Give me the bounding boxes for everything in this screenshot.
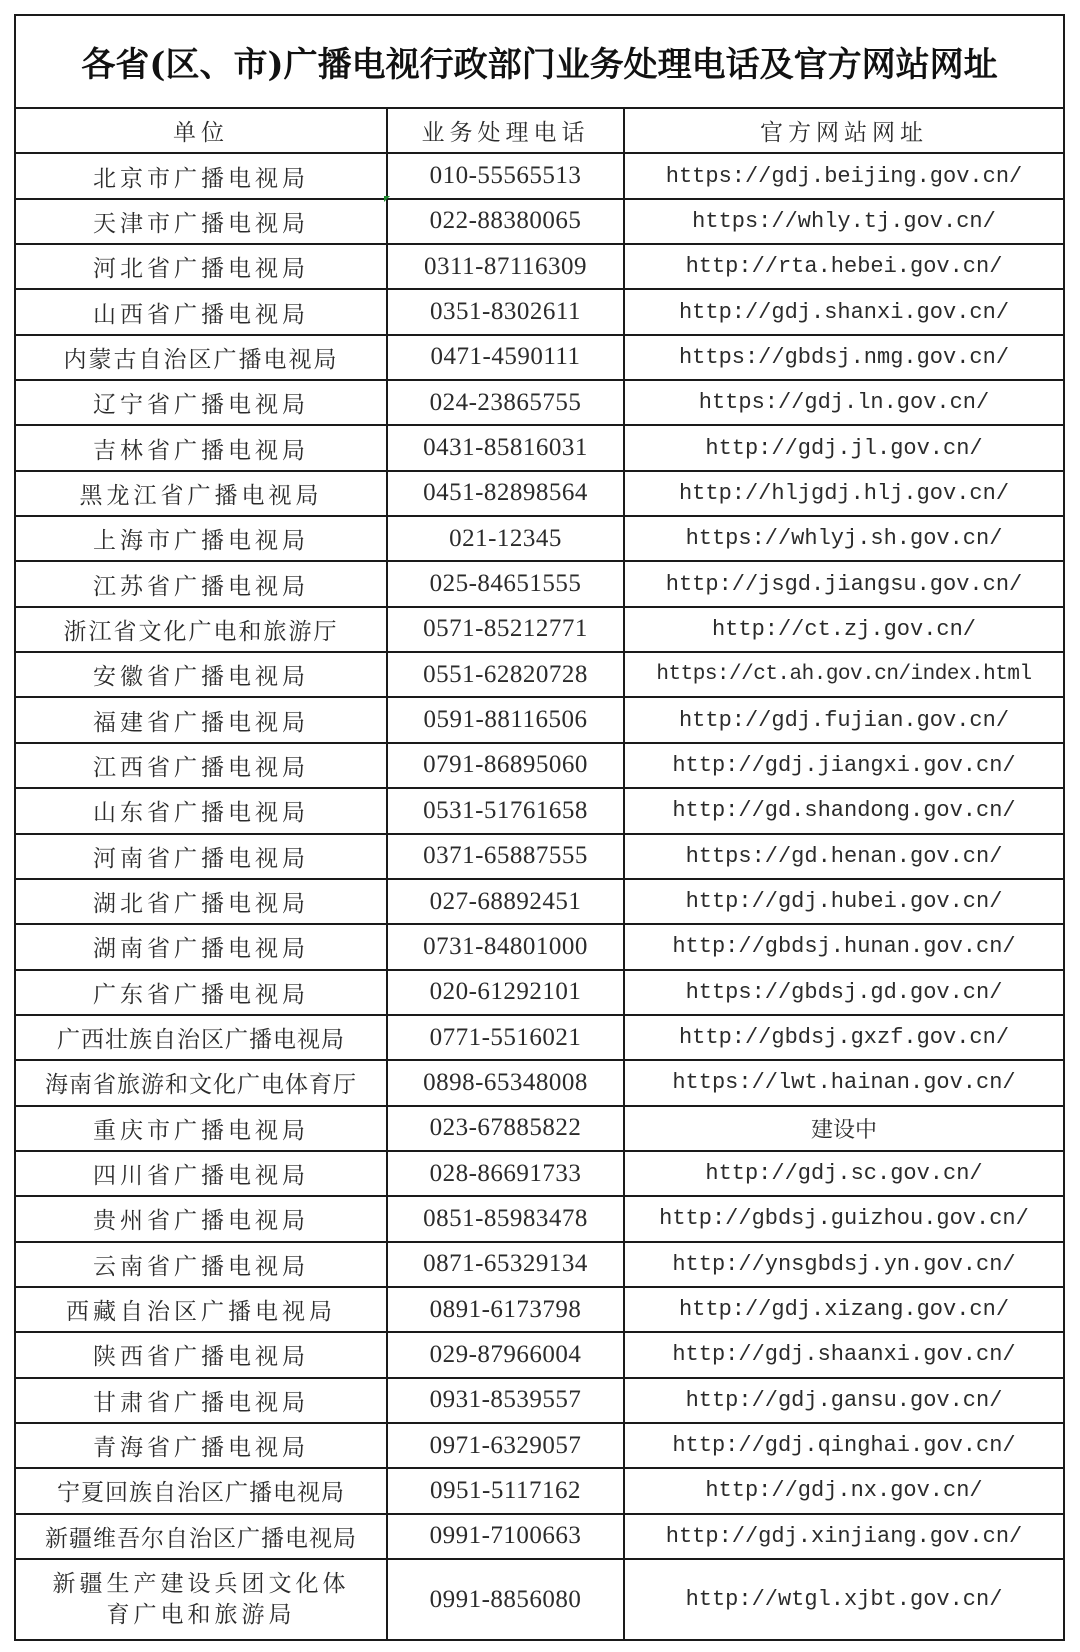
unit-cell: 贵州省广播电视局	[16, 1197, 388, 1240]
phone-cell: 0791-86895060	[388, 744, 625, 787]
phone-cell: 024-23865755	[388, 381, 625, 424]
unit-cell: 吉林省广播电视局	[16, 426, 388, 469]
phone-cell: 0431-85816031	[388, 426, 625, 469]
phone-cell: 0311-87116309	[388, 245, 625, 288]
website-link[interactable]: http://gbdsj.gxzf.gov.cn/	[678, 1025, 1010, 1051]
table-row	[16, 1061, 1063, 1106]
website-link[interactable]: https://gd.henan.gov.cn/	[685, 843, 1003, 869]
header-unit: 单位	[16, 109, 388, 152]
unit-cell: 湖南省广播电视局	[16, 925, 388, 968]
unit-cell: 江苏省广播电视局	[16, 562, 388, 605]
table-row	[16, 1107, 1063, 1152]
phone-cell: 0531-51761658	[388, 789, 625, 832]
unit-cell: 安徽省广播电视局	[16, 653, 388, 696]
table-row	[16, 517, 1063, 562]
phone-cell: 0591-88116506	[388, 698, 625, 741]
table-row	[16, 1243, 1063, 1288]
unit-cell: 黑龙江省广播电视局	[16, 472, 388, 515]
website-link[interactable]: http://gd.shandong.gov.cn/	[672, 798, 1016, 824]
unit-cell: 广西壮族自治区广播电视局	[16, 1016, 388, 1059]
phone-cell: 022-88380065	[388, 200, 625, 243]
cell-selection-marker-icon	[384, 196, 390, 202]
website-link[interactable]: https://gdj.beijing.gov.cn/	[665, 163, 1023, 189]
website-link[interactable]: http://gdj.shanxi.gov.cn/	[678, 299, 1010, 325]
table-row	[16, 200, 1063, 245]
table-row	[16, 336, 1063, 381]
phone-cell: 0371-65887555	[388, 835, 625, 878]
table-row	[16, 426, 1063, 471]
table-body	[16, 154, 1063, 1639]
phone-cell: 023-67885822	[388, 1107, 625, 1150]
phone-cell: 0571-85212771	[388, 608, 625, 651]
header-website: 官方网站网址	[760, 120, 928, 147]
table-row	[16, 1424, 1063, 1469]
table-row	[16, 744, 1063, 789]
phone-cell: 0451-82898564	[388, 472, 625, 515]
website-link[interactable]: http://gdj.sc.gov.cn/	[705, 1161, 983, 1187]
website-link[interactable]: http://hljgdj.hlj.gov.cn/	[678, 480, 1010, 506]
table-row	[16, 381, 1063, 426]
unit-cell: 山西省广播电视局	[16, 290, 388, 333]
phone-cell: 0471-4590111	[388, 336, 625, 379]
table-row	[16, 1016, 1063, 1061]
table-row	[16, 925, 1063, 970]
table-row	[16, 154, 1063, 199]
table-title-row	[16, 16, 1063, 109]
unit-cell: 河南省广播电视局	[16, 835, 388, 878]
unit-cell: 浙江省文化广电和旅游厅	[16, 608, 388, 651]
unit-cell: 新疆生产建设兵团文化体 育广电和旅游局	[16, 1560, 388, 1639]
website-link[interactable]: http://gdj.xinjiang.gov.cn/	[665, 1523, 1023, 1549]
phone-cell: 0931-8539557	[388, 1379, 625, 1422]
phone-cell: 0891-6173798	[388, 1288, 625, 1331]
table-row	[16, 608, 1063, 653]
website-link[interactable]: http://gbdsj.guizhou.gov.cn/	[659, 1206, 1029, 1232]
contact-table	[14, 14, 1065, 1641]
table-row	[16, 1197, 1063, 1242]
unit-cell: 西藏自治区广播电视局	[16, 1288, 388, 1331]
table-row	[16, 971, 1063, 1016]
unit-cell: 天津市广播电视局	[16, 200, 388, 243]
unit-cell: 青海省广播电视局	[16, 1424, 388, 1467]
phone-cell: 0898-65348008	[388, 1061, 625, 1104]
table-row	[16, 562, 1063, 607]
table-row	[16, 835, 1063, 880]
table-title: 各省(区、市)广播电视行政部门业务处理电话及官方网站网址	[81, 45, 998, 85]
website-link[interactable]: https://ct.ah.gov.cn/index.html	[656, 663, 1032, 687]
unit-cell: 四川省广播电视局	[16, 1152, 388, 1195]
table-header-row	[16, 109, 1063, 154]
website-link[interactable]: https://whly.tj.gov.cn/	[692, 208, 996, 234]
website-link[interactable]: http://rta.hebei.gov.cn/	[685, 254, 1003, 280]
unit-cell: 海南省旅游和文化广电体育厅	[16, 1061, 388, 1104]
website-link[interactable]: http://gdj.jiangxi.gov.cn/	[672, 752, 1016, 778]
phone-cell: 027-68892451	[388, 880, 625, 923]
table-row	[16, 1469, 1063, 1514]
website-link[interactable]: https://whlyj.sh.gov.cn/	[685, 526, 1003, 552]
unit-cell: 北京市广播电视局	[16, 154, 388, 197]
website-link[interactable]: http://ynsgbdsj.yn.gov.cn/	[672, 1251, 1016, 1277]
website-link[interactable]: https://gbdsj.gd.gov.cn/	[685, 979, 1003, 1005]
unit-cell: 江西省广播电视局	[16, 744, 388, 787]
phone-cell: 0551-62820728	[388, 653, 625, 696]
table-row	[16, 1379, 1063, 1424]
website-link[interactable]: http://gdj.shaanxi.gov.cn/	[672, 1342, 1016, 1368]
table-row	[16, 1560, 1063, 1639]
unit-cell: 上海市广播电视局	[16, 517, 388, 560]
phone-cell: 0771-5516021	[388, 1016, 625, 1059]
unit-cell: 河北省广播电视局	[16, 245, 388, 288]
phone-cell: 0971-6329057	[388, 1424, 625, 1467]
table-row	[16, 1333, 1063, 1378]
phone-cell: 021-12345	[388, 517, 625, 560]
website-link[interactable]: https://lwt.hainan.gov.cn/	[672, 1070, 1016, 1096]
phone-cell: 0851-85983478	[388, 1197, 625, 1240]
phone-cell: 025-84651555	[388, 562, 625, 605]
website-link[interactable]: http://gdj.nx.gov.cn/	[705, 1478, 983, 1504]
website-link[interactable]: http://gdj.jl.gov.cn/	[705, 435, 983, 461]
website-link[interactable]: https://gbdsj.nmg.gov.cn/	[678, 344, 1010, 370]
table-row	[16, 880, 1063, 925]
unit-cell: 辽宁省广播电视局	[16, 381, 388, 424]
unit-cell: 内蒙古自治区广播电视局	[16, 336, 388, 379]
phone-cell: 0731-84801000	[388, 925, 625, 968]
phone-cell: 029-87966004	[388, 1333, 625, 1376]
website-cell: 建设中	[810, 1118, 877, 1144]
table-row	[16, 1152, 1063, 1197]
website-link[interactable]: http://jsgd.jiangsu.gov.cn/	[665, 571, 1023, 597]
website-link[interactable]: https://gdj.ln.gov.cn/	[698, 390, 990, 416]
website-link[interactable]: http://gdj.qinghai.gov.cn/	[672, 1433, 1016, 1459]
phone-cell: 010-55565513	[388, 154, 625, 197]
unit-cell: 宁夏回族自治区广播电视局	[16, 1469, 388, 1512]
unit-cell: 福建省广播电视局	[16, 698, 388, 741]
website-link[interactable]: http://gdj.fujian.gov.cn/	[678, 707, 1010, 733]
phone-cell: 028-86691733	[388, 1152, 625, 1195]
table-row	[16, 698, 1063, 743]
table-row	[16, 789, 1063, 834]
table-row	[16, 1515, 1063, 1560]
phone-cell: 0951-5117162	[388, 1469, 625, 1512]
phone-cell: 020-61292101	[388, 971, 625, 1014]
unit-cell: 陕西省广播电视局	[16, 1333, 388, 1376]
phone-cell: 0351-8302611	[388, 290, 625, 333]
unit-cell: 湖北省广播电视局	[16, 880, 388, 923]
unit-cell: 甘肃省广播电视局	[16, 1379, 388, 1422]
phone-cell: 0991-8856080	[388, 1560, 625, 1639]
table-row	[16, 245, 1063, 290]
website-link[interactable]: http://gdj.gansu.gov.cn/	[685, 1387, 1003, 1413]
unit-cell: 新疆维吾尔自治区广播电视局	[16, 1515, 388, 1558]
website-link[interactable]: http://gdj.hubei.gov.cn/	[685, 889, 1003, 915]
header-phone: 业务处理电话	[388, 109, 625, 152]
unit-cell: 重庆市广播电视局	[16, 1107, 388, 1150]
website-link[interactable]: http://wtgl.xjbt.gov.cn/	[685, 1587, 1003, 1612]
unit-cell: 山东省广播电视局	[16, 789, 388, 832]
table-row	[16, 472, 1063, 517]
website-link[interactable]: http://ct.zj.gov.cn/	[711, 616, 977, 642]
table-row	[16, 1288, 1063, 1333]
unit-cell: 广东省广播电视局	[16, 971, 388, 1014]
phone-cell: 0991-7100663	[388, 1515, 625, 1558]
unit-cell: 云南省广播电视局	[16, 1243, 388, 1286]
table-row	[16, 290, 1063, 335]
phone-cell: 0871-65329134	[388, 1243, 625, 1286]
table-row	[16, 653, 1063, 698]
website-link[interactable]: http://gbdsj.hunan.gov.cn/	[672, 934, 1016, 960]
website-link[interactable]: http://gdj.xizang.gov.cn/	[678, 1297, 1010, 1323]
